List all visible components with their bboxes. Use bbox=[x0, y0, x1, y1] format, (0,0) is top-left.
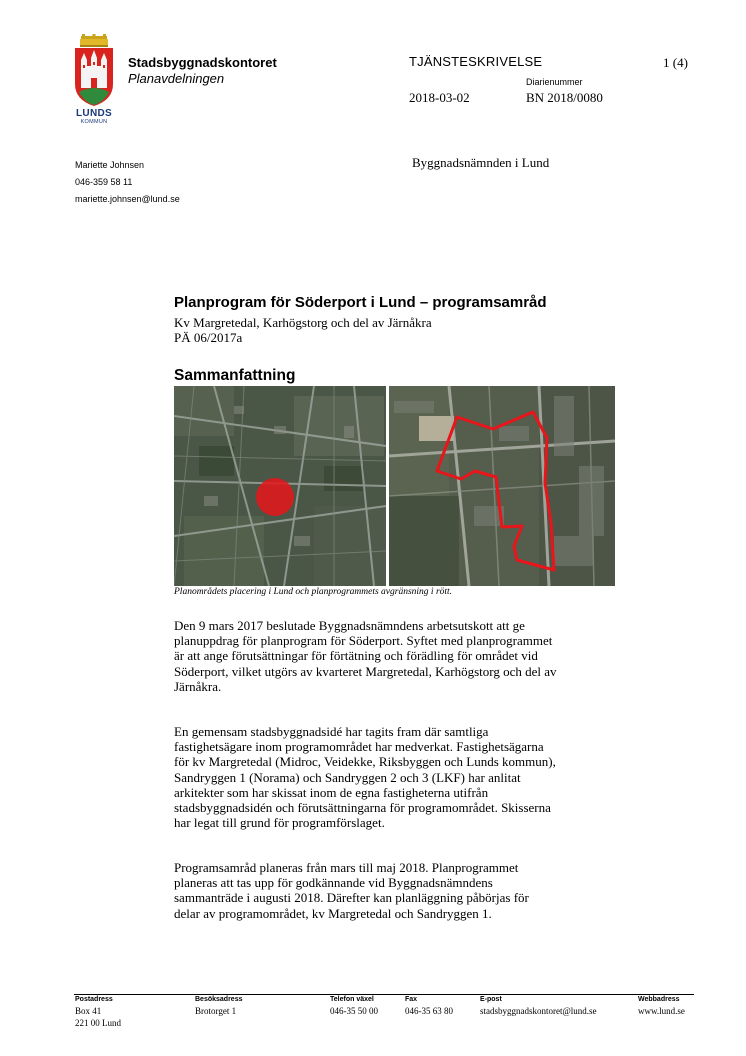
paragraph-line: fastighetsägare inom programområdet har medverkat. Fastighetsägarna bbox=[174, 739, 544, 755]
footer-postadress-label: Postadress bbox=[75, 996, 113, 1003]
footer-postadress-line1: Box 41 bbox=[75, 1006, 102, 1016]
paragraph-line: Programsamråd planeras från mars till maj 2018. Planprogrammet bbox=[174, 860, 519, 875]
footer-divider bbox=[74, 994, 694, 995]
sender-phone: 046-359 58 11 bbox=[75, 177, 133, 187]
paragraph-line: sammanträde i augusti 2018. Därefter kan planläggning påbörjas för bbox=[174, 890, 529, 906]
overview-aerial-map bbox=[174, 386, 386, 586]
diarie-number: BN 2018/0080 bbox=[526, 90, 603, 105]
document-reference: PÄ 06/2017a bbox=[174, 330, 243, 345]
footer-fax-value: 046-35 63 80 bbox=[405, 1006, 453, 1016]
paragraph-line: har legat till grund för programförslaget. bbox=[174, 815, 385, 831]
footer-telefon-label: Telefon växel bbox=[330, 996, 374, 1003]
footer-besok-value: Brotorget 1 bbox=[195, 1006, 237, 1016]
paragraph-2 bbox=[174, 724, 634, 830]
recipient: Byggnadsnämnden i Lund bbox=[412, 155, 550, 170]
paragraph-line: delar av programområdet, kv Margretedal och Sandryggen 1. bbox=[174, 905, 492, 921]
footer-telefon-value: 046-35 50 00 bbox=[330, 1006, 378, 1016]
paragraph-line: stadsbyggnadsidén och förutsättningarna för programområdet. Skisserna bbox=[174, 800, 551, 816]
lunds-kommun-logo bbox=[72, 34, 116, 126]
footer-webb-label: Webbadress bbox=[638, 996, 680, 1003]
subdepartment-name: Planavdelningen bbox=[128, 71, 225, 86]
paragraph-line: planeras att tas upp för godkännande vid Byggnadsnämndens bbox=[174, 875, 493, 891]
paragraph-line: för kv Margretedal (Midroc, Veidekke, Riksbyggen och Lunds kommun), bbox=[174, 754, 556, 770]
sender-email: mariette.johnsen@lund.se bbox=[75, 194, 180, 204]
paragraph-line: planuppdrag för planprogram för Söderport. Syftet med planprogrammet bbox=[174, 633, 553, 649]
diarie-label: Diarienummer bbox=[526, 77, 583, 87]
sender-name: Mariette Johnsen bbox=[75, 160, 145, 170]
paragraph-line: Järnåkra. bbox=[174, 678, 222, 694]
document-title: Planprogram för Söderport i Lund – programsamråd bbox=[174, 294, 547, 311]
footer-webb-value: www.lund.se bbox=[638, 1006, 685, 1016]
paragraph-line: är att ange förutsättningar för förtätning och förädling för området vid bbox=[174, 648, 538, 664]
paragraph-line: Söderport, vilket utgörs av kvarteret Margretedal, Karhögstorg och del av bbox=[174, 663, 557, 679]
footer-fax-label: Fax bbox=[405, 996, 418, 1003]
summary-heading: Sammanfattning bbox=[174, 367, 296, 384]
paragraph-3 bbox=[174, 860, 634, 921]
location-highlight-circle bbox=[256, 478, 294, 516]
paragraph-line: Den 9 mars 2017 beslutade Byggnadsnämndens arbetsutskott att ge bbox=[174, 618, 525, 633]
footer-epost-label: E-post bbox=[480, 996, 502, 1003]
logo-text-kommun: KOMMUN bbox=[80, 119, 108, 125]
paragraph-line: arkitekter som har skissat inom de egna fastigheterna utifrån bbox=[174, 784, 489, 800]
page-number: 1 (4) bbox=[663, 55, 688, 70]
paragraph-1 bbox=[174, 618, 634, 694]
figure-caption: Planområdets placering i Lund och planprogrammets avgränsning i rött. bbox=[174, 587, 453, 597]
department-name: Stadsbyggnadskontoret bbox=[128, 55, 277, 70]
document-date: 2018-03-02 bbox=[409, 90, 470, 105]
document-subtitle: Kv Margretedal, Karhögstorg och del av Järnåkra bbox=[174, 315, 432, 330]
paragraph-line: En gemensam stadsbyggnadsidé har tagits fram där samtliga bbox=[174, 724, 489, 739]
footer-postadress-line2: 221 00 Lund bbox=[75, 1018, 121, 1028]
document-type: TJÄNSTESKRIVELSE bbox=[409, 54, 543, 69]
footer-epost-value: stadsbyggnadskontoret@lund.se bbox=[480, 1006, 597, 1016]
paragraph-line: Sandryggen 1 (Norama) och Sandryggen 2 och 3 (LKF) har anlitat bbox=[174, 769, 521, 785]
footer-besok-label: Besöksadress bbox=[195, 996, 243, 1003]
detail-aerial-map bbox=[389, 386, 615, 586]
logo-text-lunds: LUNDS bbox=[76, 108, 112, 119]
